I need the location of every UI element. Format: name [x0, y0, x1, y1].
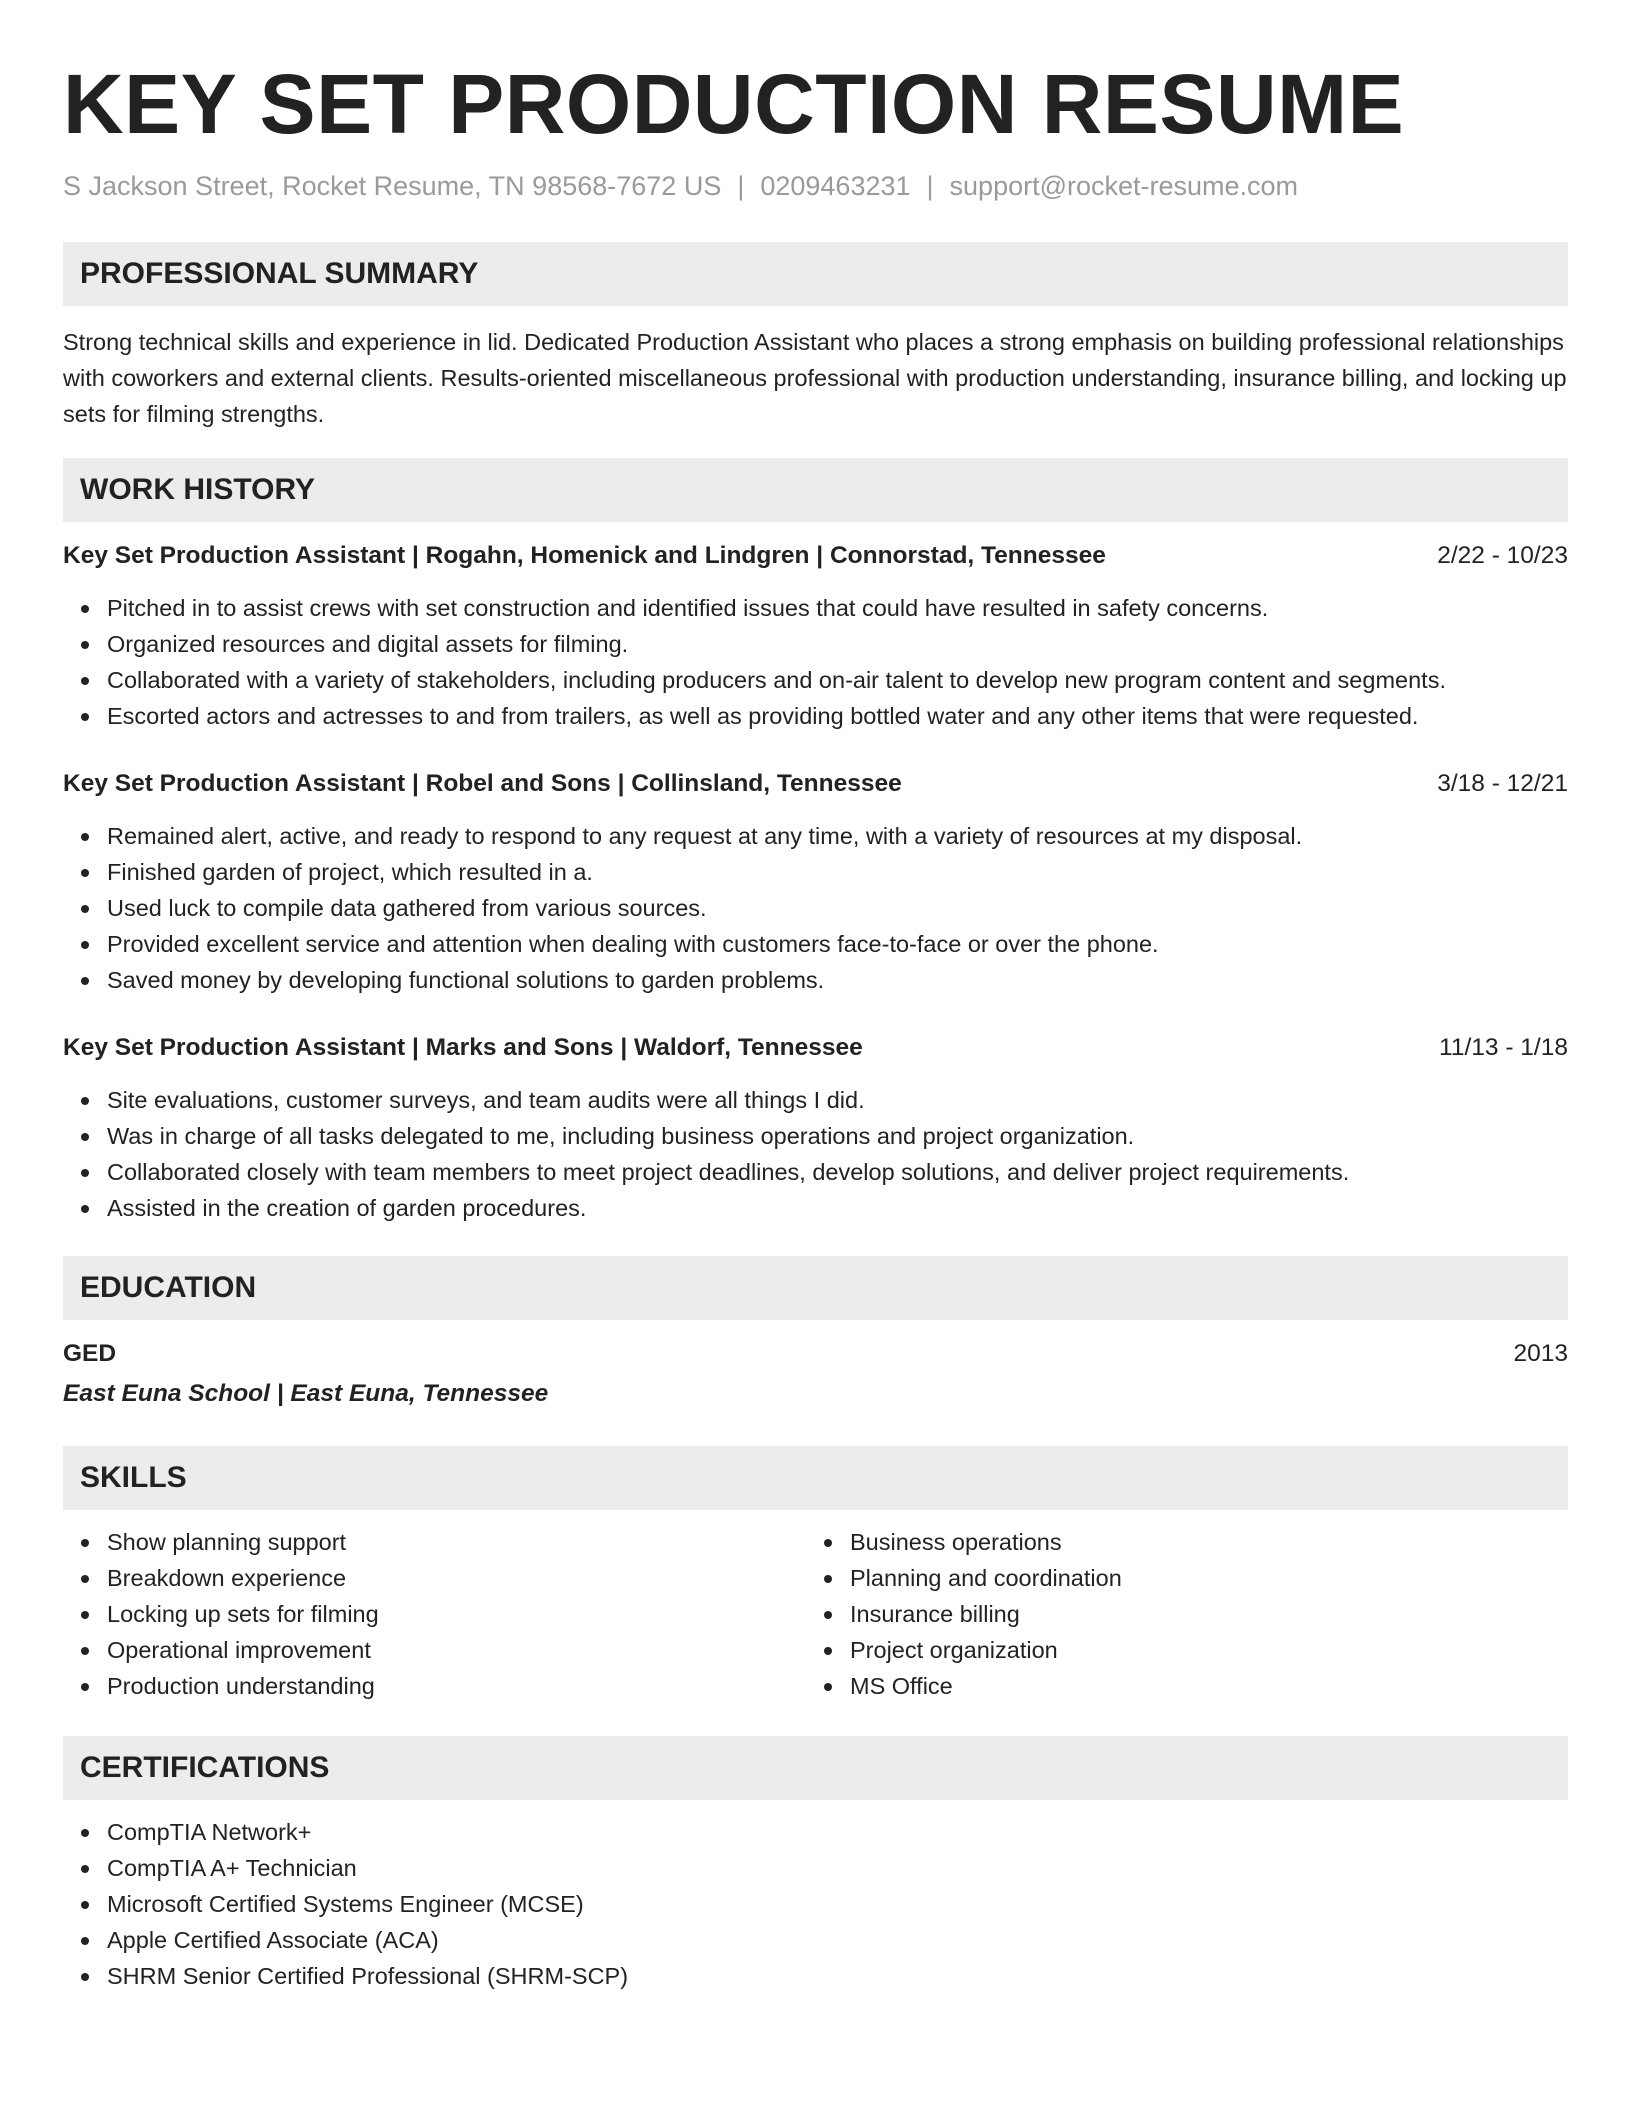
job-title: Key Set Production Assistant | Marks and Sons | Waldorf, Tennessee — [63, 1034, 863, 1061]
list-item: Saved money by developing functional solutions to garden problems. — [63, 962, 1568, 998]
list-item: Provided excellent service and attention when dealing with customers face-to-face or over the phone. — [63, 926, 1568, 962]
job-entry — [63, 764, 1568, 998]
job-entry — [63, 536, 1568, 734]
section-header-education: EDUCATION — [63, 1256, 1568, 1320]
list-item: Pitched in to assist crews with set construction and identified issues that could have resulted in safety concerns. — [63, 590, 1568, 626]
contact-email: support@rocket-resume.com — [949, 171, 1299, 201]
contact-separator: | — [926, 171, 934, 201]
list-item: Assisted in the creation of garden procedures. — [63, 1190, 1568, 1226]
certification-item: Microsoft Certified Systems Engineer (MCSE) — [63, 1886, 1568, 1922]
job-entry — [63, 1028, 1568, 1226]
job-header — [63, 536, 1568, 576]
summary-text: Strong technical skills and experience in lid. Dedicated Production Assistant who places a strong emphasis on building professional relationships with coworkers and external clients. Results-oriented miscellaneous professional with production understanding, insurance billing, and locking up sets for filming strengths. — [63, 329, 1567, 427]
list-item: Collaborated with a variety of stakeholders, including producers and on-air talent to develop new program content and segments. — [63, 662, 1568, 698]
list-item: Used luck to compile data gathered from various sources. — [63, 890, 1568, 926]
job-dates: 2/22 - 10/23 — [1437, 542, 1568, 569]
skill-item: Show planning support — [63, 1524, 379, 1560]
job-dates: 11/13 - 1/18 — [1439, 1034, 1568, 1061]
section-header-summary: PROFESSIONAL SUMMARY — [63, 242, 1568, 306]
contact-line — [63, 168, 1568, 204]
skill-item: Planning and coordination — [806, 1560, 1122, 1596]
job-bullets — [63, 590, 1568, 734]
list-item: Finished garden of project, which resulted in a. — [63, 854, 1568, 890]
job-title: Key Set Production Assistant | Robel and Sons | Collinsland, Tennessee — [63, 770, 902, 797]
education-degree: GED — [63, 1340, 117, 1367]
skills-column-right — [806, 1524, 1122, 1704]
certifications-list — [63, 1814, 1568, 1994]
skill-item: Breakdown experience — [63, 1560, 379, 1596]
job-title: Key Set Production Assistant | Rogahn, Homenick and Lindgren | Connorstad, Tennessee — [63, 542, 1106, 569]
certification-item: SHRM Senior Certified Professional (SHRM-SCP) — [63, 1958, 1568, 1994]
education-school: East Euna School | East Euna, Tennessee — [63, 1380, 549, 1407]
list-item: Site evaluations, customer surveys, and team audits were all things I did. — [63, 1082, 1568, 1118]
job-header — [63, 1028, 1568, 1068]
contact-address: S Jackson Street, Rocket Resume, TN 98568-7672 US — [63, 171, 722, 201]
contact-phone: 0209463231 — [760, 171, 911, 201]
education-header — [63, 1334, 1568, 1374]
certification-item: CompTIA A+ Technician — [63, 1850, 1568, 1886]
contact-separator: | — [737, 171, 745, 201]
job-header — [63, 764, 1568, 804]
section-header-certifications: CERTIFICATIONS — [63, 1736, 1568, 1800]
skill-item: Business operations — [806, 1524, 1122, 1560]
job-bullets — [63, 1082, 1568, 1226]
skill-item: Insurance billing — [806, 1596, 1122, 1632]
list-item: Was in charge of all tasks delegated to me, including business operations and project organization. — [63, 1118, 1568, 1154]
certification-item: CompTIA Network+ — [63, 1814, 1568, 1850]
skill-item: Locking up sets for filming — [63, 1596, 379, 1632]
list-item: Collaborated closely with team members to meet project deadlines, develop solutions, and deliver project requirements. — [63, 1154, 1568, 1190]
skill-item: Operational improvement — [63, 1632, 379, 1668]
section-header-skills: SKILLS — [63, 1446, 1568, 1510]
job-bullets — [63, 818, 1568, 998]
list-item: Organized resources and digital assets for filming. — [63, 626, 1568, 662]
list-item: Remained alert, active, and ready to respond to any request at any time, with a variety of resources at my disposal. — [63, 818, 1568, 854]
job-dates: 3/18 - 12/21 — [1437, 770, 1568, 797]
certification-item: Apple Certified Associate (ACA) — [63, 1922, 1568, 1958]
skills-column-left — [63, 1524, 379, 1704]
resume-page — [63, 0, 1568, 1994]
resume-title: KEY SET PRODUCTION RESUME — [63, 57, 1405, 151]
skills-list — [63, 1524, 1568, 1704]
list-item: Escorted actors and actresses to and from trailers, as well as providing bottled water and any other items that were requested. — [63, 698, 1568, 734]
skill-item: MS Office — [806, 1668, 1122, 1704]
education-year: 2013 — [1513, 1340, 1568, 1367]
section-header-work-history: WORK HISTORY — [63, 458, 1568, 522]
skill-item: Production understanding — [63, 1668, 379, 1704]
skill-item: Project organization — [806, 1632, 1122, 1668]
